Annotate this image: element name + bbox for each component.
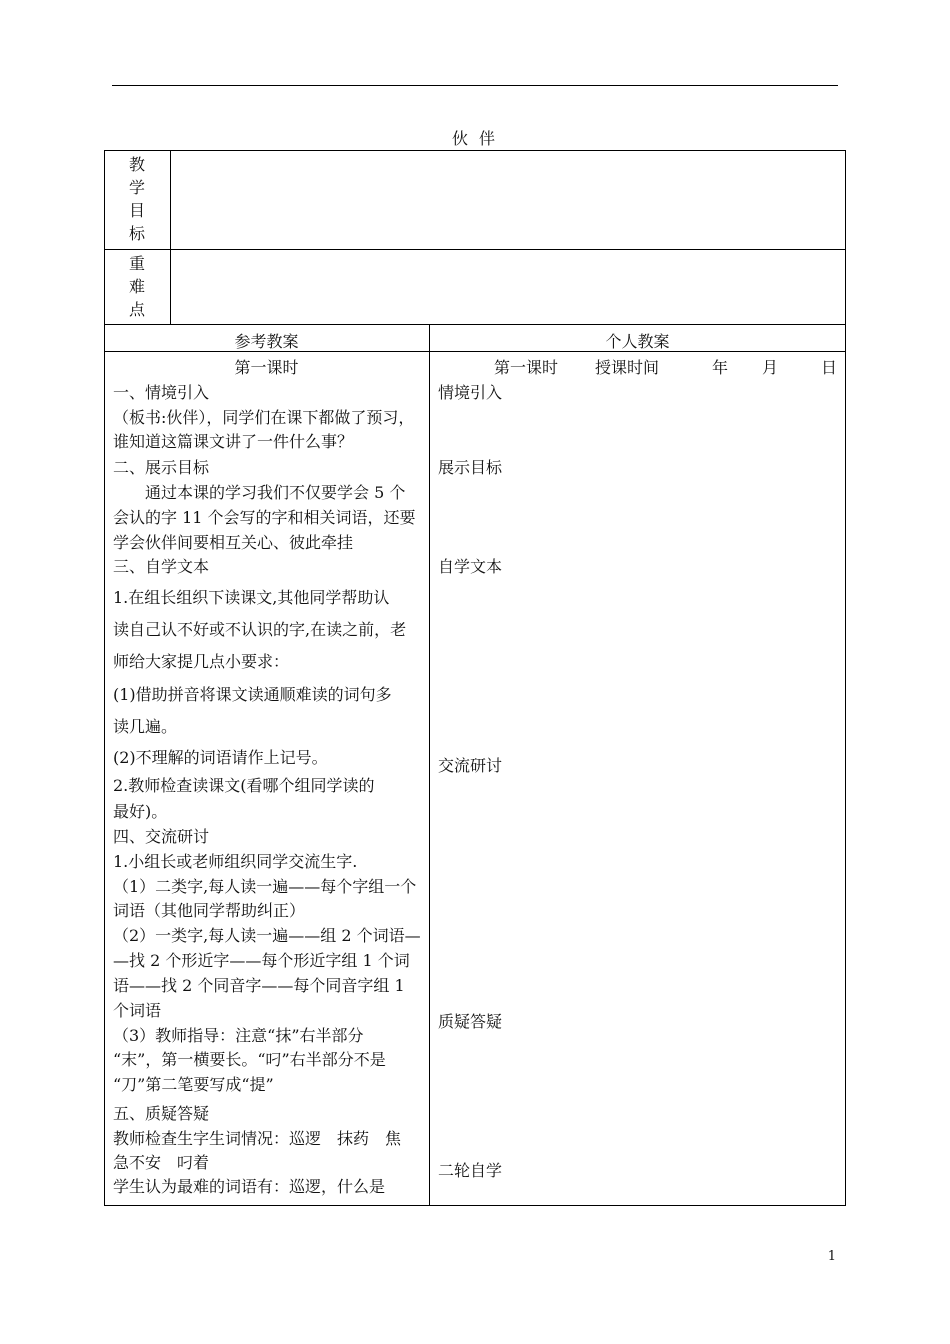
row-divider-goals xyxy=(104,249,846,250)
reference-line: 一、情境引入 xyxy=(113,383,210,402)
reference-line: 四、交流研讨 xyxy=(113,827,210,846)
reference-line: 1.在组长组织下读课文,其他同学帮助认 xyxy=(113,588,390,607)
reference-line: 五、质疑答疑 xyxy=(113,1104,210,1123)
personal-lesson-title: 第一课时 xyxy=(494,358,559,377)
document-title: 伙 伴 xyxy=(451,129,499,148)
reference-line: （3）教师指导：注意“抹”右半部分 xyxy=(113,1026,364,1045)
reference-line: (2)不理解的词语请作上记号。 xyxy=(113,748,328,767)
reference-line: 语——找 2 个同音字——每个同音字组 1 xyxy=(113,976,405,995)
reference-line: 学生认为最难的词语有：巡逻，什么是 xyxy=(113,1177,386,1196)
key-points-label: 重 难 点 xyxy=(128,254,145,319)
reference-line: 个词语 xyxy=(113,1001,162,1020)
reference-line: “刀”第二笔要写成“提” xyxy=(113,1075,274,1094)
plan-column-divider xyxy=(429,324,430,1206)
personal-section: 二轮自学 xyxy=(438,1161,503,1180)
reference-line: 词语（其他同学帮助纠正） xyxy=(113,901,306,920)
personal-section: 交流研讨 xyxy=(438,756,503,775)
reference-line: 读几遍。 xyxy=(113,717,178,736)
page-number: 1 xyxy=(827,1249,836,1264)
reference-line: 三、自学文本 xyxy=(113,557,210,576)
reference-line: 学会伙伴间要相互关心、彼此牵挂 xyxy=(113,533,354,552)
reference-line: （板书:伙伴），同学们在课下都做了预习， xyxy=(113,408,415,427)
reference-line: 教师检查生字生词情况：巡逻 抹药 焦 xyxy=(113,1129,402,1148)
reference-line: (1)借助拼音将课文读通顺难读的词句多 xyxy=(113,685,392,704)
header-rule xyxy=(112,85,838,86)
goals-label: 教 学 目 标 xyxy=(128,155,145,243)
reference-line: 二、展示目标 xyxy=(113,458,210,477)
reference-line: （1）二类字,每人读一遍——每个字组一个 xyxy=(113,877,417,896)
month-label: 月 xyxy=(762,358,779,377)
reference-plan-header: 参考教案 xyxy=(234,332,299,351)
reference-line: 谁知道这篇课文讲了一件什么事？ xyxy=(113,432,354,451)
teaching-time-label: 授课时间 xyxy=(595,358,660,377)
personal-section: 质疑答疑 xyxy=(438,1012,503,1031)
reference-line: 急不安 叼着 xyxy=(113,1153,210,1172)
reference-line: （2）一类字,每人读一遍——组 2 个词语— xyxy=(113,926,421,945)
day-label: 日 xyxy=(821,358,838,377)
reference-line: 师给大家提几点小要求： xyxy=(113,652,290,671)
reference-line: “末”，第一横要长。“叼”右半部分不是 xyxy=(113,1050,386,1069)
reference-line: 通过本课的学习我们不仅要学会 5 个 xyxy=(113,483,406,502)
row-divider-key xyxy=(104,324,846,325)
reference-line: 读自己认不好或不认识的字,在读之前，老 xyxy=(113,620,407,639)
personal-plan-header: 个人教案 xyxy=(605,332,670,351)
year-label: 年 xyxy=(712,358,729,377)
reference-line: 最好)。 xyxy=(113,802,168,821)
reference-lesson-title: 第一课时 xyxy=(234,358,299,377)
personal-section: 情境引入 xyxy=(438,383,503,402)
reference-line: 会认的字 11 个会写的字和相关词语，还要 xyxy=(113,508,416,527)
reference-line: —找 2 个形近字——每个形近字组 1 个词 xyxy=(113,951,410,970)
personal-section: 展示目标 xyxy=(438,458,503,477)
personal-section: 自学文本 xyxy=(438,557,503,576)
reference-line: 1.小组长或老师组织同学交流生字. xyxy=(113,852,358,871)
reference-line: 2.教师检查读课文(看哪个组同学读的 xyxy=(113,776,375,795)
label-column-divider xyxy=(170,150,171,324)
